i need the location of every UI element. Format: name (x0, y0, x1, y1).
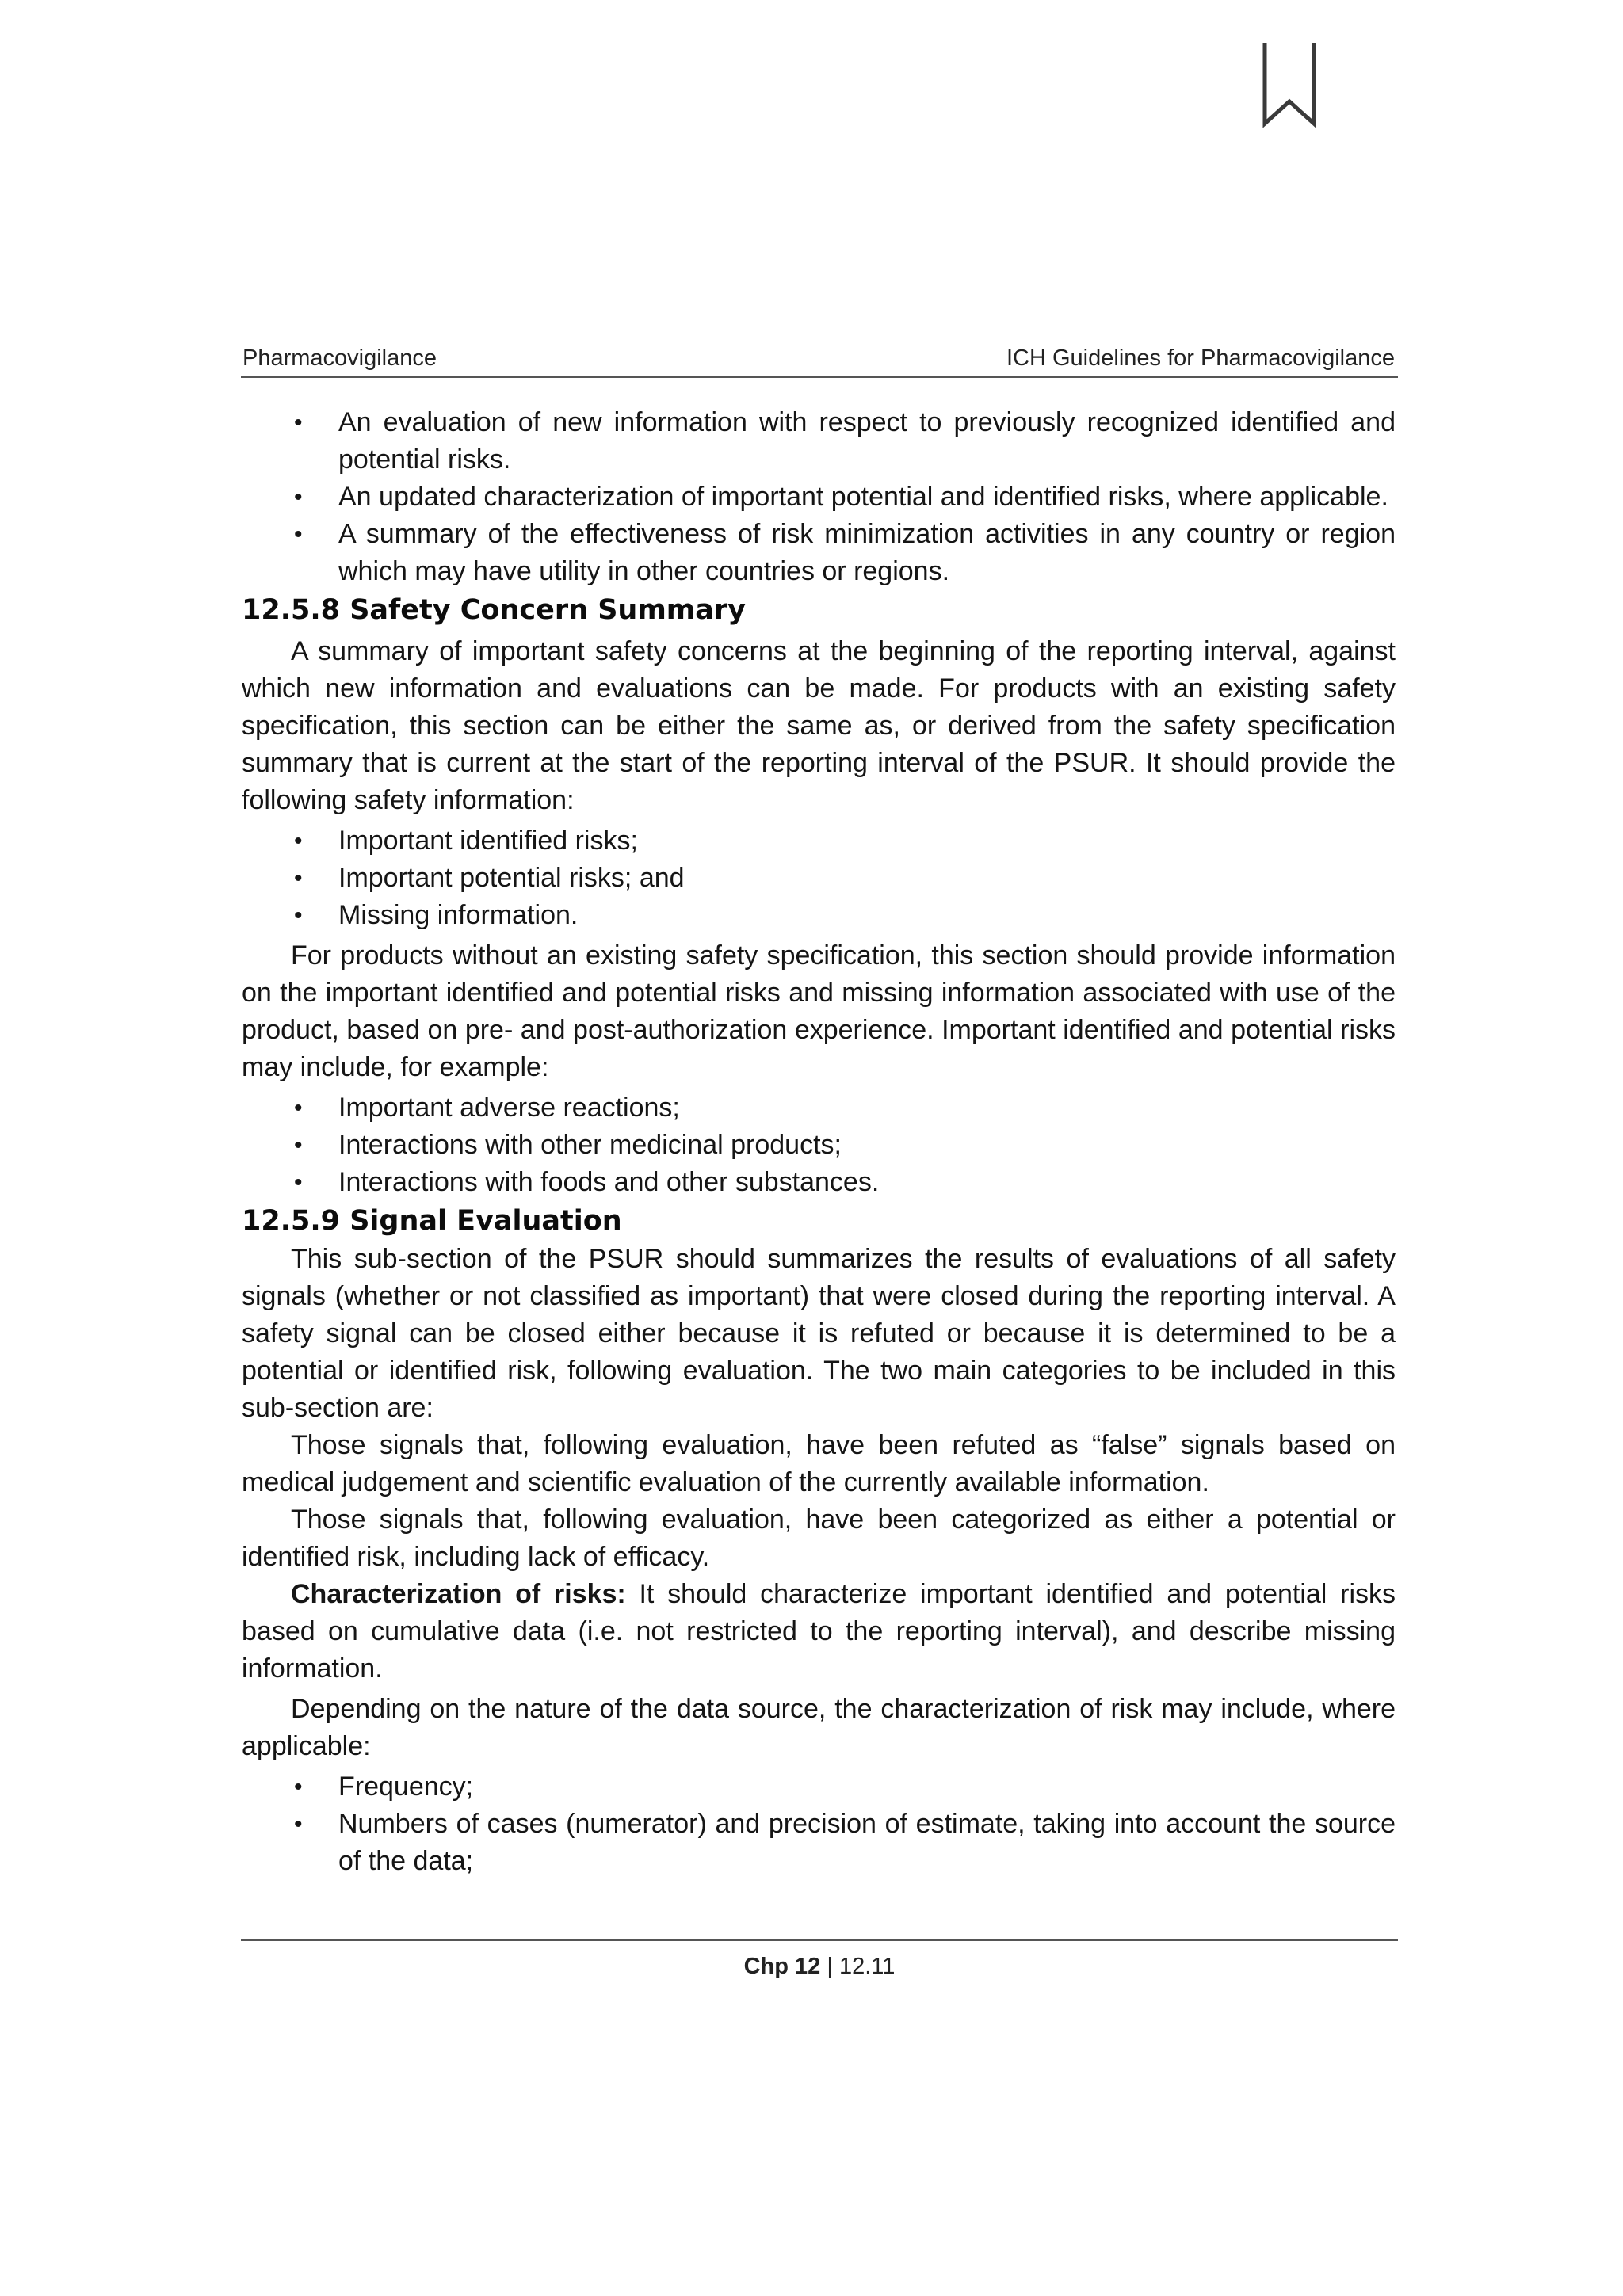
paragraph: Those signals that, following evaluation, have been categorized as either a potential or identified risk, including lack of efficacy. (242, 1505, 1396, 1572)
bullet-icon: • (294, 1132, 303, 1158)
list-item: • Interactions with foods and other substances. (242, 1164, 1396, 1201)
bullet-icon: • (294, 1774, 303, 1800)
list-item: • Important adverse reactions; (242, 1089, 1396, 1127)
intro-bullet-list (242, 404, 1396, 590)
bullet-icon: • (294, 865, 303, 891)
paragraph: This sub-section of the PSUR should summarizes the results of evaluations of all safety signals (whether or not classified as important) that were closed during the reporting interval. A safety signal can be closed either because it is refuted or because it is determined to be a potential or identified risk, following evaluation. The two main categories to be included in this sub-section are: (242, 1244, 1396, 1423)
paragraph: Those signals that, following evaluation, have been refuted as “false” signals based on medical judgement and scientific evaluation of the currently available information. (242, 1430, 1396, 1497)
risk-examples-bullet-list (242, 1089, 1396, 1201)
list-item: • A summary of the effectiveness of risk minimization activities in any country or region which may have utility in other countries or regions. (242, 516, 1396, 590)
paragraph: A summary of important safety concerns at the beginning of the reporting interval, against which new information and evaluations can be made. For products with an existing safety specification, this section can be either the same as, or derived from the safety specification summary that is current at the start of the reporting interval of the PSUR. It should provide the following safety information: (242, 636, 1396, 815)
paragraph: Characterization of risks: It should characterize important identified and potential risks based on cumulative data (i.e. not restricted to the reporting interval), and describe missing information. (242, 1579, 1396, 1684)
list-item: • Missing information. (242, 897, 1396, 934)
footer-divider (241, 1939, 1398, 1941)
header-chapter-title: ICH Guidelines for Pharmacovigilance (1006, 345, 1395, 371)
list-item: • An evaluation of new information with respect to previously recognized identified and potential risks. (242, 404, 1396, 479)
bullet-icon: • (294, 410, 303, 436)
footer-separator: | (820, 1954, 839, 1979)
list-item: • An updated characterization of important potential and identified risks, where applicable. (242, 479, 1396, 516)
list-item: • Important identified risks; (242, 822, 1396, 860)
bullet-icon: • (294, 484, 303, 510)
paragraph: For products without an existing safety specification, this section should provide information on the important identified and potential risks and missing information associated with use of the product, based on pre- and post-authorization experience. Important identified and potential risks may include, for example: (242, 940, 1396, 1082)
header-book-title: Pharmacovigilance (242, 345, 437, 371)
running-header (241, 341, 1398, 378)
bullet-icon: • (294, 902, 303, 929)
paragraph-lead: Characterization of risks: (291, 1579, 626, 1609)
page-content (242, 404, 1396, 1880)
bullet-icon: • (294, 521, 303, 547)
list-item: • Frequency; (242, 1768, 1396, 1806)
section-heading-safety-concern-summary: 12.5.8 Safety Concern Summary (242, 594, 746, 626)
list-item: • Important potential risks; and (242, 860, 1396, 897)
bullet-icon: • (294, 828, 303, 854)
page-footer (241, 1951, 1398, 1982)
bullet-icon: • (294, 1095, 303, 1121)
footer-chapter: Chp 12 (743, 1954, 821, 1979)
page-number: 12.11 (838, 1954, 896, 1979)
bullet-icon: • (294, 1811, 303, 1837)
section-heading-signal-evaluation: 12.5.9 Signal Evaluation (242, 1205, 622, 1237)
list-item: • Interactions with other medicinal products; (242, 1127, 1396, 1164)
bookmark-logo-icon (1262, 41, 1317, 128)
risk-characterization-bullet-list (242, 1768, 1396, 1880)
bullet-icon: • (294, 1169, 303, 1196)
paragraph: Depending on the nature of the data source, the characterization of risk may include, where applicable: (242, 1694, 1396, 1761)
list-item: • Numbers of cases (numerator) and precision of estimate, taking into account the source of the data; (242, 1806, 1396, 1880)
safety-info-bullet-list (242, 822, 1396, 934)
